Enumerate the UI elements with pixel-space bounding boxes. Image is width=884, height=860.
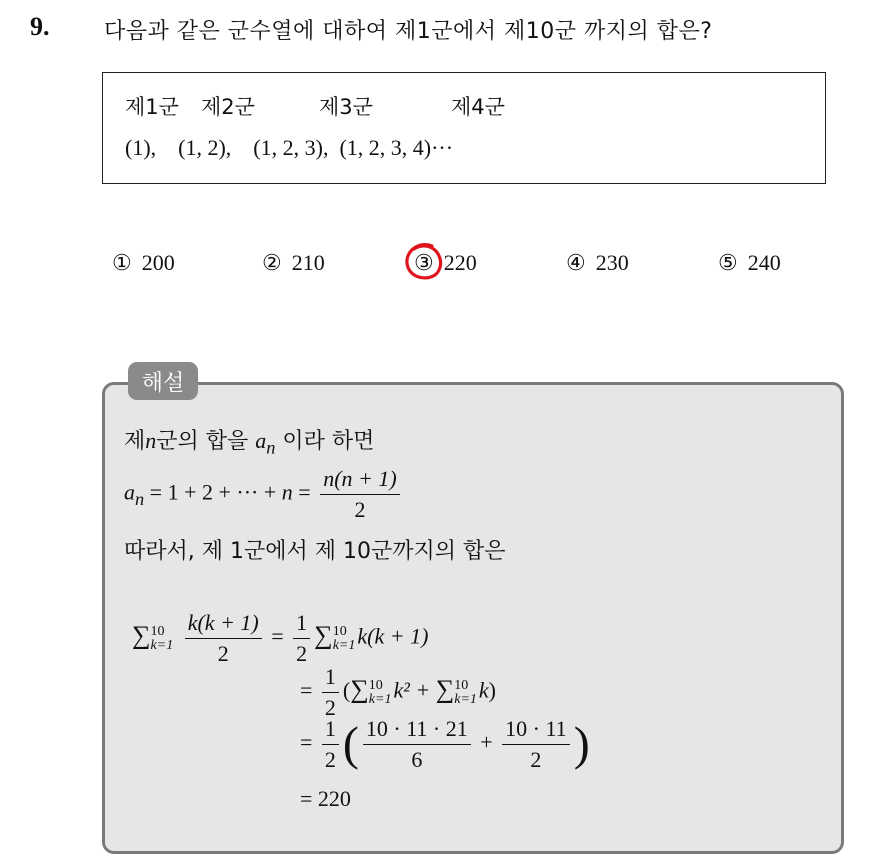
- sequence-terms: (1), (1, 2), (1, 2, 3), (1, 2, 3, 4)···: [125, 135, 454, 160]
- group-label-2: 제2군: [201, 95, 255, 119]
- choice-marker: ②: [262, 250, 282, 275]
- sum-step-2: = $\frac{1}{2}$ (∑ 10 k=1 k² + ∑ 10 k=1 k): [300, 664, 496, 720]
- sum-step-3: = $\frac{1}{2}$ ( $\frac{10 \cdot 11 \cdot 21}{6}$ + $\frac{10 \cdot 11}{2}$ ): [300, 716, 590, 772]
- choice-value: 240: [747, 250, 781, 275]
- choice-2[interactable]: [262, 250, 325, 276]
- choice-marker: ③: [414, 250, 434, 275]
- choice-1[interactable]: [112, 250, 175, 276]
- question-number: 9.: [30, 12, 50, 41]
- answer-circle-mark: [402, 240, 446, 284]
- sequence-box: [102, 72, 826, 184]
- solution-tag: 해설: [128, 362, 198, 400]
- group-label-1: 제1군: [125, 95, 179, 119]
- solution-line-2: $a_n = 1 + 2$ + ··· + n = $\frac{n(n + 1)}{2}$: [124, 466, 404, 523]
- choice-value: 200: [141, 250, 175, 275]
- solution-line-3: 따라서, 제 1군에서 제 10군까지의 합은: [124, 539, 506, 564]
- group-label-3: 제3군: [319, 95, 373, 119]
- choice-value: 220: [443, 250, 477, 275]
- group-label-4: 제4군: [451, 95, 505, 119]
- choice-4[interactable]: [566, 250, 629, 276]
- choice-marker: ④: [566, 250, 586, 275]
- choice-value: 210: [291, 250, 325, 275]
- sum-result: = 220: [300, 786, 351, 811]
- question-text: 다음과 같은 군수열에 대하여 제1군에서 제10군 까지의 합은?: [104, 19, 713, 44]
- choice-marker: ①: [112, 250, 132, 275]
- fraction: $\frac{n(n + 1)}{2}$: [320, 466, 400, 523]
- choice-value: 230: [595, 250, 629, 275]
- sum-step-1: ∑ 10 k=1 $\frac{k(k + 1)}{2}$ = $\frac{1}{2}$ ∑ 10 k=1 k(k + 1): [132, 610, 429, 666]
- choice-5[interactable]: [718, 250, 781, 276]
- solution-line-1: 제n군의 합을 $a_n$ 이라 하면: [124, 428, 375, 458]
- choice-marker: ⑤: [718, 250, 738, 275]
